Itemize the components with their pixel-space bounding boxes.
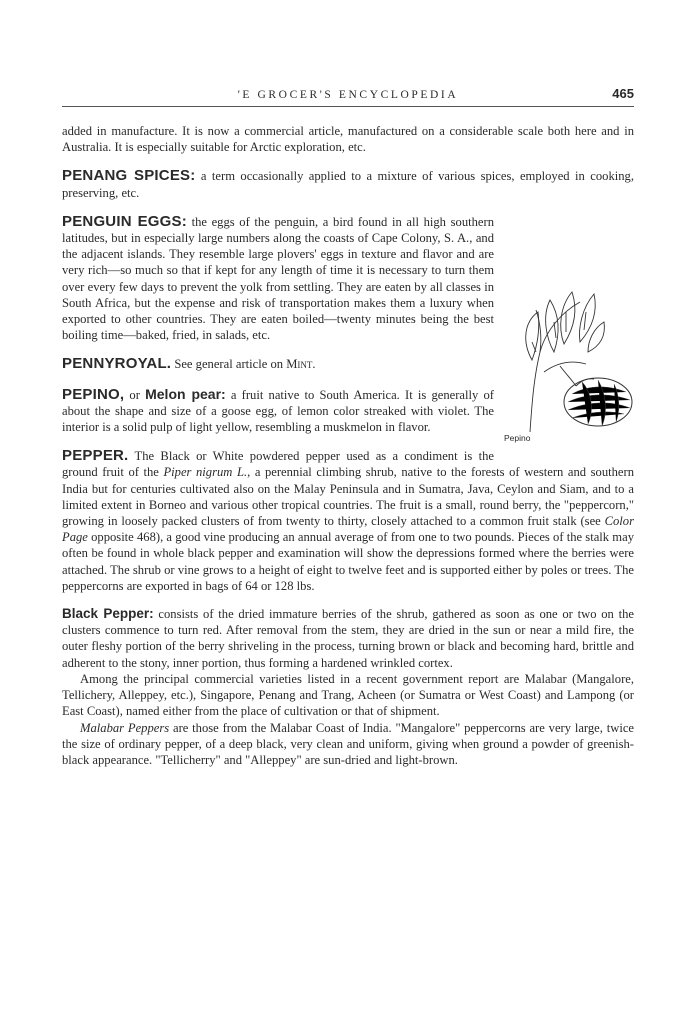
entry-text: The Black or White powdered pepper used as a condiment is the ground fruit of the xyxy=(62,449,494,480)
malabar-peppers xyxy=(62,720,634,769)
entry-penang-spices xyxy=(62,168,634,200)
entry-text-end: . xyxy=(312,357,316,372)
pepino-figure xyxy=(502,282,642,448)
entry-pepper xyxy=(62,448,634,594)
entry-term: Black Pepper: xyxy=(62,606,154,622)
entry-text: a fruit native to South America. It is generally of about the shape and size of a goose egg, of lemon color streaked with violet. The interior is a solid pulp of light yellow, resembling a muskmelon in flavor. xyxy=(62,387,494,435)
entry-term: PEPPER. xyxy=(62,447,129,465)
black-pepper-varieties: Among the principal commercial varieties listed in a recent government report are Malabar (Mangalore, Tellichery, Alleppey, etc.), Singapore, Penang and Trang, Acheen (or Sumatra or West Coast) and Lampong (or East Coast), named either from the place of cultivation or that of shipment. xyxy=(62,671,634,719)
entry-text: are those from the Malabar Coast of India. "Mangalore" peppercorns are very large, twice the size of ordinary pepper, of a deep black, very clean and uniform, giving when ground a powder of greenish-black appearance. "Tellicherry" and "Alleppey" are sun-dried and light-brown. xyxy=(62,720,635,767)
entry-text: the eggs of the penguin, a bird found in all high southern latitudes, but in especially large numbers along the coasts of Cape Colony, S. A., and the adjacent islands. They resemble large plovers' eggs in texture and flavor and are very rich—so much so that if kept for any length of time it is necessary to turn them over every few days to prevent the yolk from settling. They are eaten by all classes in South Africa, but the expense and risk of transportation makes them a luxury when exported to other countries. They are eaten boiled—twenty minutes being the best boiling time—baked, fried, in salads, etc. xyxy=(62,214,494,343)
entry-text: opposite 468), a good vine producing an annual average of from one to two pounds. Pieces of the stalk may often be found in whole black pepper and examination will show the depressions formed where the berries were attached. The shrub or vine grows to a height of eight to twelve feet and is supported either by poles or trees. The peppercorns are exported in bags of 64 or 128 lbs. xyxy=(62,530,634,593)
color-page-reference: Color Page xyxy=(62,514,634,545)
continued-paragraph: added in manufacture. It is now a commercial article, manufactured on a considerable scale both here and in Australia. It is especially suitable for Arctic exploration, etc. xyxy=(62,124,634,155)
pepino-illustration xyxy=(502,282,642,448)
page-number: 465 xyxy=(612,86,634,101)
entry-term: PENNYROYAL. xyxy=(62,355,172,373)
entry-text: , a perennial climbing shrub, native to the forests of western and southern India but for centuries cultivated also on the Malay Peninsula and in Sumatra, Java, Ceylon and Siam, and to a limited extent in Borneo and various other tropical countries. The fruit is a small, round berry, the "peppercorn," growing in loosely packed clusters of from twenty to thirty, closely attached to a common fruit stalk (see xyxy=(62,465,634,529)
entry-subterm: Melon pear: xyxy=(145,385,226,402)
entry-term-connector: or xyxy=(124,387,146,402)
botanical-name: Piper nigrum L. xyxy=(163,465,248,480)
entry-black-pepper xyxy=(62,606,634,671)
entry-term: PENGUIN EGGS: xyxy=(62,212,187,230)
variety-name: Malabar Peppers xyxy=(80,720,170,735)
running-title: 'E GROCER'S ENCYCLOPEDIA xyxy=(237,89,459,101)
entry-term: PENANG SPICES: xyxy=(62,167,196,185)
page-body xyxy=(62,123,634,768)
figure-caption: Pepino xyxy=(504,432,531,443)
entry-text: See general article on xyxy=(171,357,287,372)
entry-text: consists of the dried immature berries of the shrub, gathered as soon as one or two on the clusters commence to turn red. After removal from the stem, they are dried in the sun or near a mild fire, the outer fleshy portion of the berry shriveling in the process, turning brown or black and becoming hard, brittle and adherent to the stony, inner portion, thus forming a hardened wrinkled cortex. xyxy=(62,607,634,670)
header-rule xyxy=(62,106,634,107)
cross-reference: Mint xyxy=(286,357,313,372)
entry-term: PEPINO, xyxy=(62,385,125,403)
entry-text: a term occasionally applied to a mixture of various spices, employed in cooking, preserving, etc. xyxy=(62,169,634,200)
running-head xyxy=(62,86,634,106)
